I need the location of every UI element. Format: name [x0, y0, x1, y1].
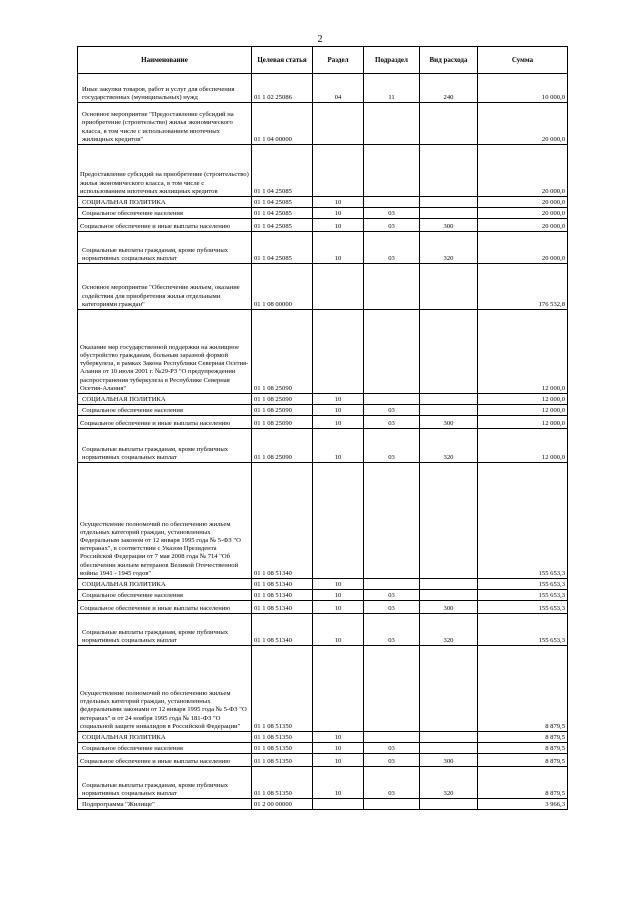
- table-row: [78, 579, 568, 590]
- row-name: СОЦИАЛЬНАЯ ПОЛИТИКА: [78, 197, 252, 208]
- row-expense-type: 240: [420, 74, 478, 103]
- row-expense-type: 300: [420, 754, 478, 767]
- row-section: [313, 145, 364, 197]
- row-name: СОЦИАЛЬНАЯ ПОЛИТИКА: [78, 394, 252, 405]
- row-expense-type: 300: [420, 416, 478, 429]
- table-row: [78, 416, 568, 429]
- row-target: 01 1 04 25085: [252, 197, 313, 208]
- row-name: Социальное обеспечение населения: [78, 743, 252, 754]
- row-target: 01 1 08 51340: [252, 601, 313, 614]
- row-target: 01 1 04 00000: [252, 103, 313, 145]
- row-subsection: 03: [364, 601, 420, 614]
- row-sum: 8 879,5: [478, 767, 568, 799]
- row-name: Социальное обеспечение населения: [78, 590, 252, 601]
- row-target: 01 1 08 51340: [252, 463, 313, 579]
- row-sum: 12 000,0: [478, 429, 568, 463]
- row-section: 10: [313, 208, 364, 219]
- row-expense-type: [420, 405, 478, 416]
- row-target: 01 1 08 00000: [252, 264, 313, 310]
- row-name: Социальные выплаты гражданам, кроме публичных нормативных социальных выплат: [78, 767, 252, 799]
- table-row: [78, 74, 568, 103]
- row-expense-type: [420, 463, 478, 579]
- header-expense-type: Вид расхода: [420, 47, 478, 74]
- row-sum: 8 879,5: [478, 743, 568, 754]
- row-sum: 176 532,8: [478, 264, 568, 310]
- row-section: 10: [313, 743, 364, 754]
- row-subsection: 03: [364, 767, 420, 799]
- header-section: Раздел: [313, 47, 364, 74]
- row-subsection: [364, 646, 420, 732]
- row-target: 01 1 08 25090: [252, 394, 313, 405]
- table-row: [78, 767, 568, 799]
- table-row: [78, 646, 568, 732]
- table-row: [78, 743, 568, 754]
- row-name: СОЦИАЛЬНАЯ ПОЛИТИКА: [78, 579, 252, 590]
- header-sum: Сумма: [478, 47, 568, 74]
- row-sum: 12 000,0: [478, 310, 568, 394]
- row-subsection: 03: [364, 405, 420, 416]
- row-name: Социальное обеспечение и иные выплаты населению: [78, 416, 252, 429]
- table-row: [78, 310, 568, 394]
- table-row: [78, 601, 568, 614]
- row-name: Осуществление полномочий по обеспечению жильем отдельных категорий граждан, установленных федеральными законами от 12 января 1995 года № 5-ФЗ "О ветеранах" и от 24 ноября 1995 года № 181-ФЗ "О социальной защите инвалидов в Российской Федерации": [78, 646, 252, 732]
- row-name: Социальные выплаты гражданам, кроме публичных нормативных социальных выплат: [78, 429, 252, 463]
- row-expense-type: [420, 799, 478, 810]
- row-target: 01 1 08 25090: [252, 405, 313, 416]
- table-row: [78, 463, 568, 579]
- row-target: 01 1 08 25090: [252, 416, 313, 429]
- row-section: 10: [313, 767, 364, 799]
- table-row: [78, 405, 568, 416]
- row-target: 01 1 02 25086: [252, 74, 313, 103]
- row-subsection: [364, 579, 420, 590]
- row-sum: 12 000,0: [478, 416, 568, 429]
- row-name: Осуществление полномочий по обеспечению жильем отдельных категорий граждан, установленных Федеральным законом от 12 января 1995 года № 5-ФЗ "О ветеранах", в соответствии с Указом Президента Российской Федерации от 7 мая 2008 года № 714 "Об обеспечении жильем ветеранов Великой Отечественной войны 1941 - 1945 годов": [78, 463, 252, 579]
- row-target: 01 1 08 51350: [252, 646, 313, 732]
- row-sum: 155 653,3: [478, 590, 568, 601]
- row-sum: 20 000,0: [478, 197, 568, 208]
- row-subsection: [364, 310, 420, 394]
- row-expense-type: [420, 145, 478, 197]
- row-subsection: 03: [364, 743, 420, 754]
- row-expense-type: 300: [420, 601, 478, 614]
- row-expense-type: [420, 197, 478, 208]
- row-name: Иные закупки товаров, работ и услуг для обеспечения государственных (муниципальных) нужд: [78, 74, 252, 103]
- table-row: [78, 614, 568, 646]
- row-expense-type: [420, 394, 478, 405]
- row-expense-type: [420, 732, 478, 743]
- row-sum: 12 000,0: [478, 394, 568, 405]
- row-section: 04: [313, 74, 364, 103]
- table-row: [78, 394, 568, 405]
- row-target: 01 1 04 25085: [252, 232, 313, 264]
- row-section: [313, 103, 364, 145]
- row-sum: 8 879,5: [478, 754, 568, 767]
- row-section: 10: [313, 197, 364, 208]
- row-section: [313, 463, 364, 579]
- row-expense-type: [420, 646, 478, 732]
- row-target: 01 1 04 25085: [252, 208, 313, 219]
- row-target: 01 1 08 51340: [252, 614, 313, 646]
- row-sum: 10 000,0: [478, 74, 568, 103]
- row-sum: 8 879,5: [478, 732, 568, 743]
- row-expense-type: 320: [420, 614, 478, 646]
- table-row: [78, 264, 568, 310]
- row-section: [313, 310, 364, 394]
- row-section: 10: [313, 394, 364, 405]
- row-name: Основное мероприятие "Обеспечение жильем, оказание содействия для приобретения жилья отдельными категориями граждан": [78, 264, 252, 310]
- row-expense-type: 320: [420, 767, 478, 799]
- row-subsection: [364, 197, 420, 208]
- page-number: 2: [317, 34, 323, 45]
- row-sum: 155 653,3: [478, 463, 568, 579]
- table-row: [78, 232, 568, 264]
- row-section: 10: [313, 732, 364, 743]
- row-section: 10: [313, 614, 364, 646]
- row-expense-type: [420, 103, 478, 145]
- row-sum: 155 653,3: [478, 601, 568, 614]
- row-expense-type: [420, 590, 478, 601]
- row-target: 01 1 08 25090: [252, 310, 313, 394]
- row-section: [313, 799, 364, 810]
- row-sum: 155 653,3: [478, 579, 568, 590]
- row-target: 01 1 08 51350: [252, 767, 313, 799]
- table-row: [78, 219, 568, 232]
- row-section: 10: [313, 601, 364, 614]
- header-name: Наименование: [78, 47, 252, 74]
- table-row: [78, 799, 568, 810]
- row-expense-type: [420, 208, 478, 219]
- row-target: 01 1 08 51340: [252, 590, 313, 601]
- row-target: 01 1 08 51350: [252, 732, 313, 743]
- row-name: Предоставление субсидий на приобретение (строительство) жилья экономического класса, в том числе с использованием ипотечных жилищных кредитов: [78, 145, 252, 197]
- row-target: 01 1 04 25085: [252, 145, 313, 197]
- row-name: Социальное обеспечение и иные выплаты населению: [78, 754, 252, 767]
- row-name: Социальные выплаты гражданам, кроме публичных нормативных социальных выплат: [78, 614, 252, 646]
- row-target: 01 1 08 51350: [252, 754, 313, 767]
- row-section: 10: [313, 429, 364, 463]
- row-section: [313, 646, 364, 732]
- row-name: Социальное обеспечение населения: [78, 208, 252, 219]
- row-section: 10: [313, 405, 364, 416]
- row-target: 01 2 00 00000: [252, 799, 313, 810]
- row-section: [313, 264, 364, 310]
- row-subsection: [364, 463, 420, 579]
- row-expense-type: [420, 264, 478, 310]
- row-target: 01 1 04 25085: [252, 219, 313, 232]
- table-row: [78, 754, 568, 767]
- row-subsection: [364, 145, 420, 197]
- row-sum: 20 000,0: [478, 208, 568, 219]
- row-subsection: 03: [364, 590, 420, 601]
- table-row: [78, 590, 568, 601]
- header-subsection: Подраздел: [364, 47, 420, 74]
- row-subsection: [364, 103, 420, 145]
- row-name: Социальное обеспечение и иные выплаты населению: [78, 601, 252, 614]
- row-expense-type: 320: [420, 232, 478, 264]
- row-expense-type: 320: [420, 429, 478, 463]
- row-subsection: [364, 732, 420, 743]
- row-sum: 20 000,0: [478, 232, 568, 264]
- row-subsection: 03: [364, 614, 420, 646]
- row-name: Социальные выплаты гражданам, кроме публичных нормативных социальных выплат: [78, 232, 252, 264]
- table-row: [78, 145, 568, 197]
- table-row: [78, 197, 568, 208]
- row-sum: 20 000,0: [478, 103, 568, 145]
- row-subsection: 03: [364, 416, 420, 429]
- row-expense-type: [420, 579, 478, 590]
- row-subsection: [364, 394, 420, 405]
- row-target: 01 1 08 25090: [252, 429, 313, 463]
- table-header-row: [78, 47, 568, 74]
- row-section: 10: [313, 754, 364, 767]
- table-row: [78, 208, 568, 219]
- budget-table: [77, 46, 568, 810]
- row-sum: 20 000,0: [478, 145, 568, 197]
- row-subsection: [364, 799, 420, 810]
- row-name: СОЦИАЛЬНАЯ ПОЛИТИКА: [78, 732, 252, 743]
- row-name: Подпрограмма "Жилище": [78, 799, 252, 810]
- table-row: [78, 732, 568, 743]
- table-row: [78, 429, 568, 463]
- row-section: 10: [313, 416, 364, 429]
- row-subsection: 03: [364, 754, 420, 767]
- row-sum: 20 000,0: [478, 219, 568, 232]
- row-name: Социальное обеспечение населения: [78, 405, 252, 416]
- row-subsection: 11: [364, 74, 420, 103]
- row-section: 10: [313, 232, 364, 264]
- row-subsection: 03: [364, 232, 420, 264]
- row-subsection: 03: [364, 429, 420, 463]
- row-name: Социальное обеспечение и иные выплаты населению: [78, 219, 252, 232]
- row-expense-type: [420, 310, 478, 394]
- row-sum: 3 966,3: [478, 799, 568, 810]
- row-expense-type: [420, 743, 478, 754]
- row-subsection: 03: [364, 219, 420, 232]
- row-section: 10: [313, 579, 364, 590]
- row-sum: 8 879,5: [478, 646, 568, 732]
- row-name: Основное мероприятие "Предоставление субсидий на приобретение (строительство) жилья экономического класса, в том числе с использованием ипотечных жилищных кредитов": [78, 103, 252, 145]
- row-section: 10: [313, 219, 364, 232]
- row-sum: 155 653,3: [478, 614, 568, 646]
- row-section: 10: [313, 590, 364, 601]
- row-name: Оказание мер государственной поддержки на жилищное обустройство гражданам, больным заразной формой туберкулеза, в рамках Закона Республики Северная Осетия-Алания от 10 июля 2001 г. №29-РЗ "О предупреждении распространения туберкулеза в Республике Северная Осетия-Алания": [78, 310, 252, 394]
- row-target: 01 1 08 51350: [252, 743, 313, 754]
- table-row: [78, 103, 568, 145]
- header-target: Целевая статья: [252, 47, 313, 74]
- row-expense-type: 300: [420, 219, 478, 232]
- row-subsection: [364, 264, 420, 310]
- row-sum: 12 000,0: [478, 405, 568, 416]
- row-target: 01 1 08 51340: [252, 579, 313, 590]
- row-subsection: 03: [364, 208, 420, 219]
